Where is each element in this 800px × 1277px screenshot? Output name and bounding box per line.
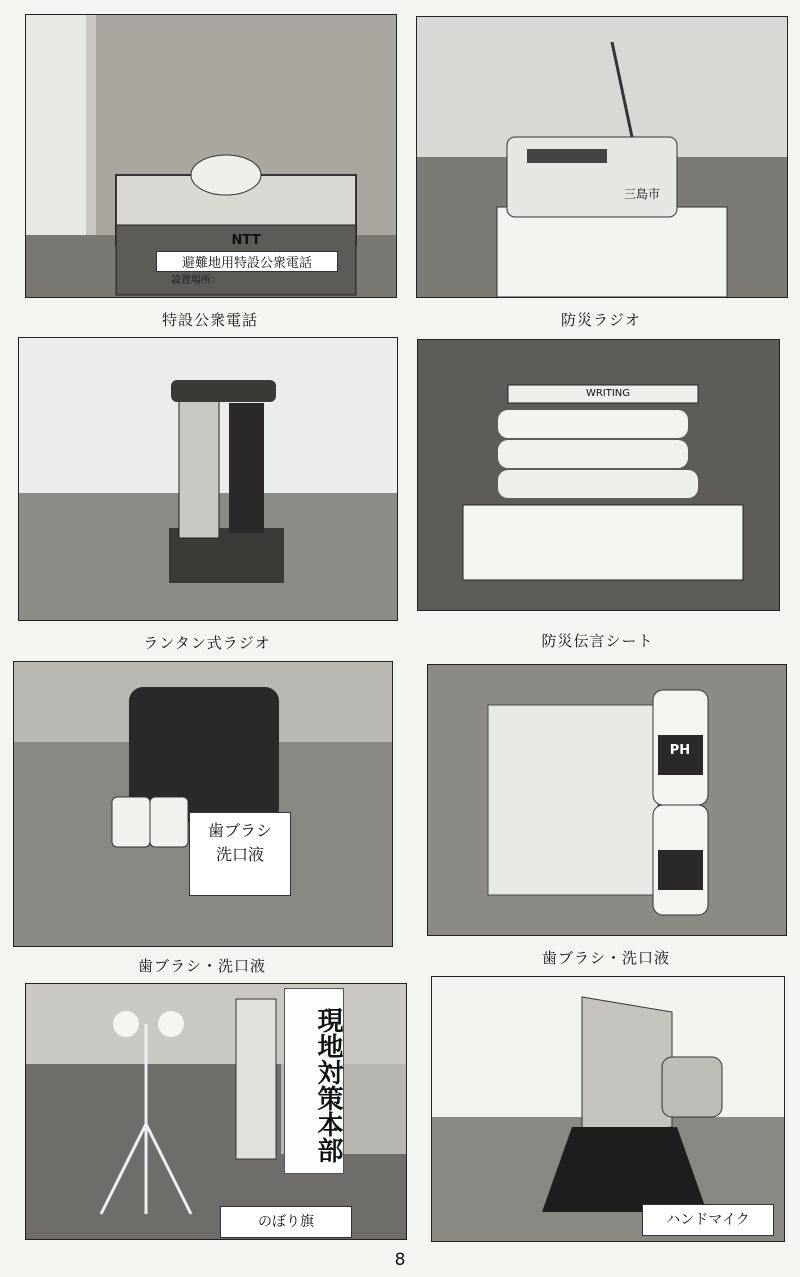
photo-disaster-radio xyxy=(416,16,788,298)
sheet-pen-label: WRITING xyxy=(585,388,631,399)
photo-banner-flag xyxy=(25,983,407,1240)
megaphone-label: ハンドマイク xyxy=(642,1204,774,1236)
caption-toothbrush-bag: 歯ブラシ・洗口液 xyxy=(137,957,266,975)
megaphone-illustration xyxy=(432,977,784,1241)
caption-message-sheet: 防災伝言シート xyxy=(541,632,654,650)
radio-device-label: 三島市 xyxy=(623,187,660,201)
photo-message-sheet xyxy=(417,339,780,611)
phone-sign-sub: 設置場所： xyxy=(171,275,221,286)
flag-illustration xyxy=(26,984,406,1239)
phone-sign-text: 避難地用特設公衆電話 xyxy=(156,251,338,272)
toothbrush-sign-line1: 歯ブラシ xyxy=(207,821,272,840)
photo-special-public-phone xyxy=(25,14,397,298)
banner-text: 現地対策本部 xyxy=(284,988,344,1174)
page-number: 8 xyxy=(394,1250,406,1270)
flag-label: のぼり旗 xyxy=(220,1206,352,1238)
photo-toothbrush-bag xyxy=(13,661,393,947)
photo-lantern-radio xyxy=(18,337,398,621)
caption-disaster-radio: 防災ラジオ xyxy=(560,311,641,329)
caption-special-public-phone: 特設公衆電話 xyxy=(161,311,258,329)
toothbrush-sign xyxy=(189,812,291,896)
radio-illustration xyxy=(417,17,787,297)
photo-toothbrush-items xyxy=(427,664,787,936)
bottle-label: PH xyxy=(669,743,691,758)
toothbrush-bag-illustration xyxy=(14,662,392,946)
photo-hand-megaphone xyxy=(431,976,785,1242)
sheet-illustration xyxy=(418,340,779,610)
phone-sign-brand: NTT xyxy=(231,233,261,248)
toothbrush-sign-line2: 洗口液 xyxy=(215,845,264,864)
toothbrush-items-illustration xyxy=(428,665,786,935)
lantern-illustration xyxy=(19,338,397,620)
caption-toothbrush-items: 歯ブラシ・洗口液 xyxy=(541,949,670,967)
caption-lantern-radio: ランタン式ラジオ xyxy=(143,634,271,652)
